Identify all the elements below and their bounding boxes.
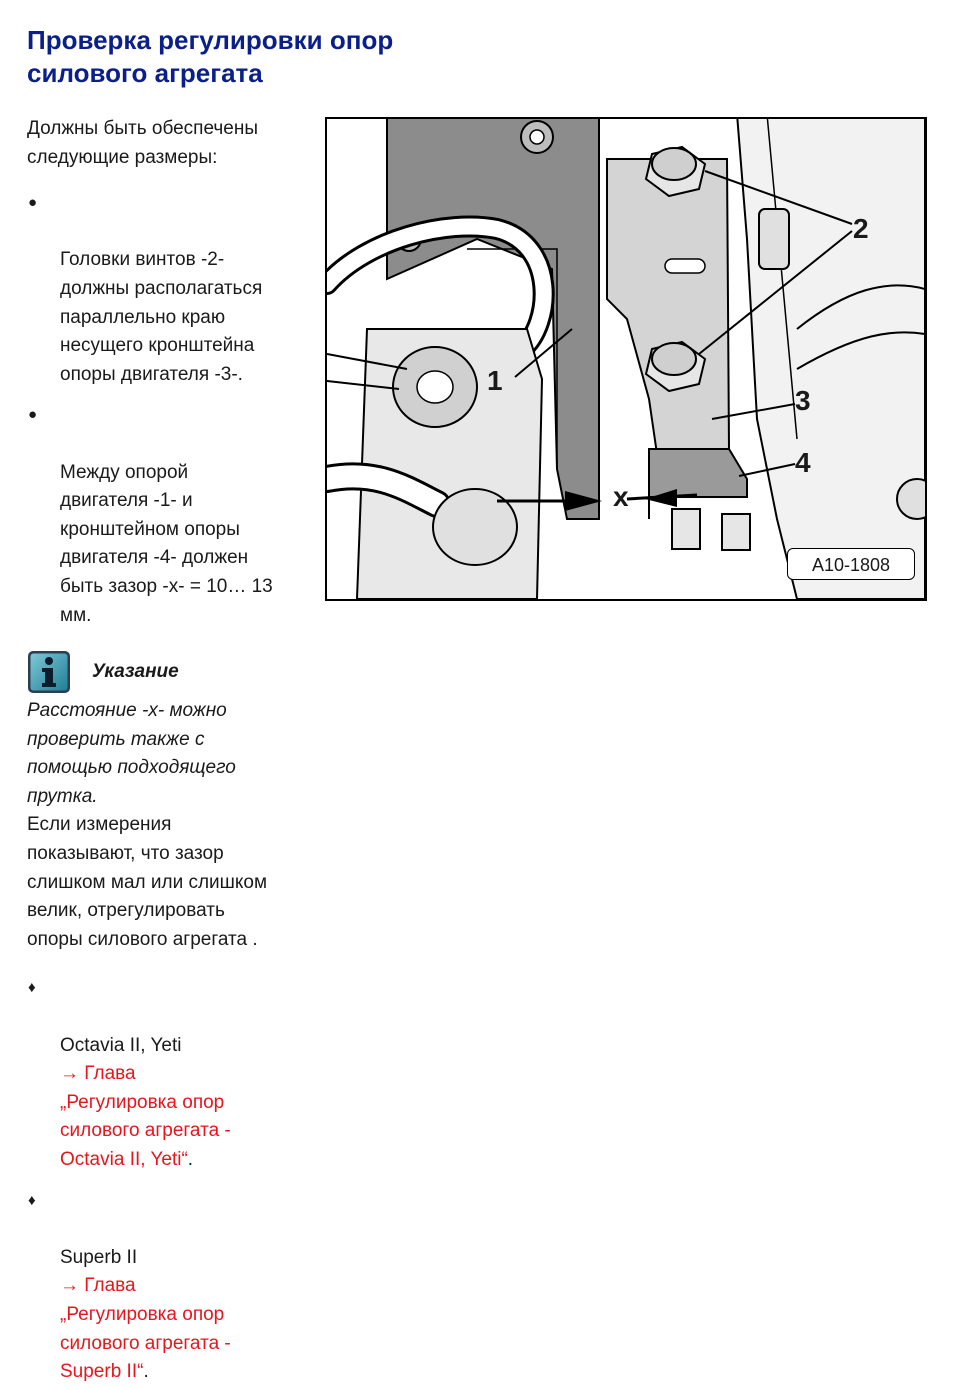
callout-3: 3 <box>795 385 811 416</box>
chapter-link-superb[interactable]: → Глава „Регулировка опор силового агрегата - Superb II“ <box>60 1275 231 1383</box>
note-header <box>27 647 317 697</box>
instruction-column <box>27 115 317 1387</box>
engine-mount-drawing <box>327 119 925 599</box>
link-tail: . <box>187 1149 194 1170</box>
model-name: Superb II <box>60 1246 138 1268</box>
figure-label: A10-1808 <box>787 548 915 580</box>
bullet-icon: ● <box>28 194 38 212</box>
link-tail: . <box>143 1361 149 1383</box>
note-text: Расстояние -x- можно проверить также с помощью подходящего прутка. <box>27 700 236 807</box>
callout-2: 2 <box>853 213 869 244</box>
callout-1: 1 <box>487 365 503 396</box>
requirement-text: Между опорой двигателя -1- и кронштейном опоры двигателя -4- должен быть зазор -x- = 10… 13 мм. <box>60 461 273 626</box>
list-item <box>27 189 317 389</box>
diamond-bullet-icon: ♦ <box>28 1191 36 1209</box>
list-item <box>27 401 317 630</box>
adjust-paragraph: Если измерения показывают, что зазор слишком мал или слишком велик, отрегулировать опоры силового агрегата . <box>27 814 268 950</box>
intro-text: Должны быть обеспечены следующие размеры: <box>27 118 259 168</box>
callout-4: 4 <box>795 447 811 478</box>
callout-x: x <box>613 481 629 512</box>
requirement-text: Головки винтов -2- должны располагаться параллельно краю несущего кронштейна опоры двигателя -3-. <box>60 249 263 385</box>
note-title: Указание <box>92 660 179 682</box>
chapter-link-octavia[interactable]: → Глава „Регулировка опор силового агрегата - Octavia II, Yeti“ <box>60 1063 231 1170</box>
model-name: Octavia II, Yeti <box>60 1034 182 1056</box>
chapter-links <box>27 974 317 1386</box>
requirements-list <box>27 189 317 630</box>
list-item <box>27 974 317 1174</box>
engine-mount-diagram <box>325 117 927 601</box>
diamond-bullet-icon: ♦ <box>28 979 36 997</box>
list-item <box>27 1187 317 1387</box>
bullet-icon: ● <box>28 406 38 424</box>
page-title: Проверка регулировки опор силового агрегата <box>27 25 394 88</box>
info-icon <box>27 650 71 694</box>
